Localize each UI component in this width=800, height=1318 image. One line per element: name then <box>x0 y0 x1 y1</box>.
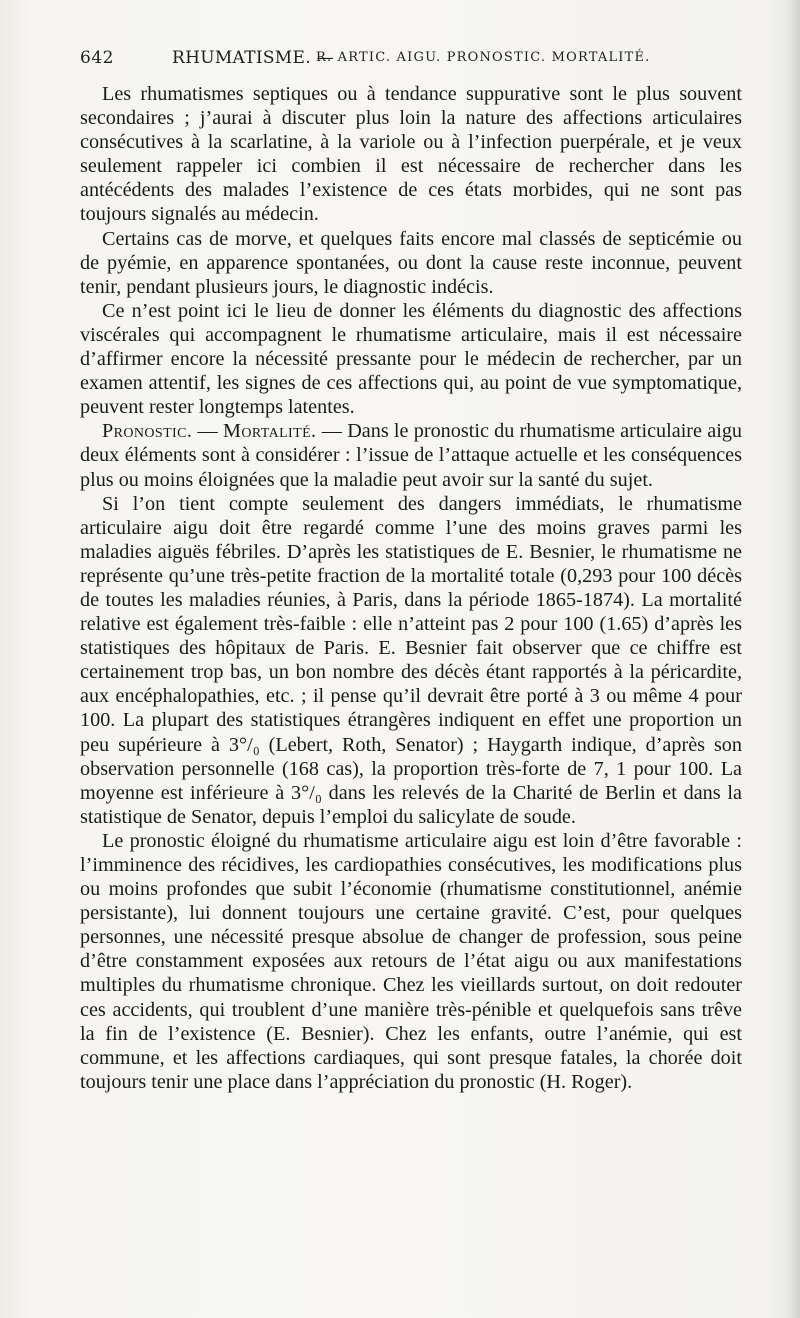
page-edge-shadow <box>786 0 800 1318</box>
paragraph-prognosis-intro <box>80 419 742 491</box>
section-heading-mortalite: Mortalité. <box>223 420 317 443</box>
running-subtitle: R. ARTIC. AIGU. PRONOSTIC. MORTALITÉ. <box>316 50 651 65</box>
section-heading-pronostic: Pronostic. <box>102 420 193 443</box>
paragraph-glanders: Certains cas de morve, et quelques faits encore mal classés de septicémie ou de pyémie, en apparence spontanées, ou dont la cause reste inconnue, peuvent tenir, pendant plusieurs jours, le diagnostic indécis. <box>80 227 742 298</box>
page-number: 642 <box>80 48 114 68</box>
paragraph-visceral-affections: Ce n’est point ici le lieu de donner les éléments du diagnostic des affections viscérales qui accompagnent le rhumatisme articulaire, mais il est nécessaire d’affirmer encore la nécessité pressante pour le médecin de rechercher, par un examen attentif, les signes de ces affections qui, au point de vue symptomatique, peuvent rester longtemps latentes. <box>80 299 742 419</box>
body-text <box>80 82 742 1094</box>
heading-separator: — <box>316 420 348 443</box>
paragraph-septic-rheumatism: Les rhumatismes septiques ou à tendance suppurative sont le plus souvent secondaires ; j’aurai à discuter plus loin la nature des affections articulaires consécutives à la scarlatine, à la variole ou à l’infection puerpérale, et je veux seulement rappeler ici combien il est nécessaire de rechercher dans les antécédents des malades l’existence de ces états morbides, qui ne sont pas toujours signalés au médecin. <box>80 83 742 226</box>
show-through-text <box>200 1232 760 1254</box>
paragraph-remote-prognosis: Le pronostic éloigné du rhumatisme articulaire aigu est loin d’être favorable : l’imminence des récidives, les cardiopathies consécutives, les modifications plus ou moins profondes que subit l’économie (rhumatisme constitutionnel, anémie persistante), lui donnent toujours une certaine gravité. C’est, pour quelques personnes, une nécessité presque absolue de changer de profession, sous peine d’être constamment exposées aux retours de l’état aigu ou aux manifestations multiples du rhumatisme chronique. Chez les vieillards surtout, on doit redouter ces accidents, qui troublent d’une manière très-pénible et quelquefois sans trêve la fin de l’existence (E. Besnier). Chez les enfants, outre l’anémie, qui est commune, et les affections cardiaques, qui sont presque fatales, la chorée doit toujours tenir une place dans l’appréciation du pronostic (H. Roger). <box>80 829 742 1093</box>
heading-separator: — <box>192 420 223 443</box>
prognosis-intro-text: Dans le pronostic du rhumatisme articulaire aigu deux éléments sont à considérer : l’issue de l’attaque actuelle et les conséquences plus ou moins éloignées que la maladie peut avoir sur la santé du sujet. <box>80 420 743 491</box>
paragraph-mortality-statistics: Si l’on tient compte seulement des dangers immédiats, le rhumatisme articulaire aigu doit être regardé comme l’une des moins graves parmi les maladies aiguës fébriles. D’après les statistiques de E. Besnier, le rhumatisme ne représente qu’une très-petite fraction de la mortalité totale (0,293 pour 100 décès de toutes les maladies réunies, à Paris, dans la période 1865-1874). La mortalité relative est également très-faible : elle n’atteint pas 2 pour 100 (1.65) d’après les statistiques des hôpitaux de Paris. E. Besnier fait observer que ce chiffre est certainement trop bas, un bon nombre des décès étant rapportés à la péricardite, aux encéphalopathies, etc. ; il pense qu’il devrait être porté à 3 ou même 4 pour 100. La plupart des statistiques étrangères indiquent en effet une proportion un peu supérieure à 3°/₀ (Lebert, Roth, Senator) ; Haygarth indique, d’après son observation personnelle (168 cas), la proportion très-forte de 7, 1 pour 100. La moyenne est inférieure à 3°/₀ dans les relevés de la Charité de Berlin et dans la statistique de Senator, depuis l’emploi du salicylate de soude. <box>80 492 742 828</box>
running-header <box>80 48 740 76</box>
running-title: RHUMATISME. — <box>172 48 334 68</box>
